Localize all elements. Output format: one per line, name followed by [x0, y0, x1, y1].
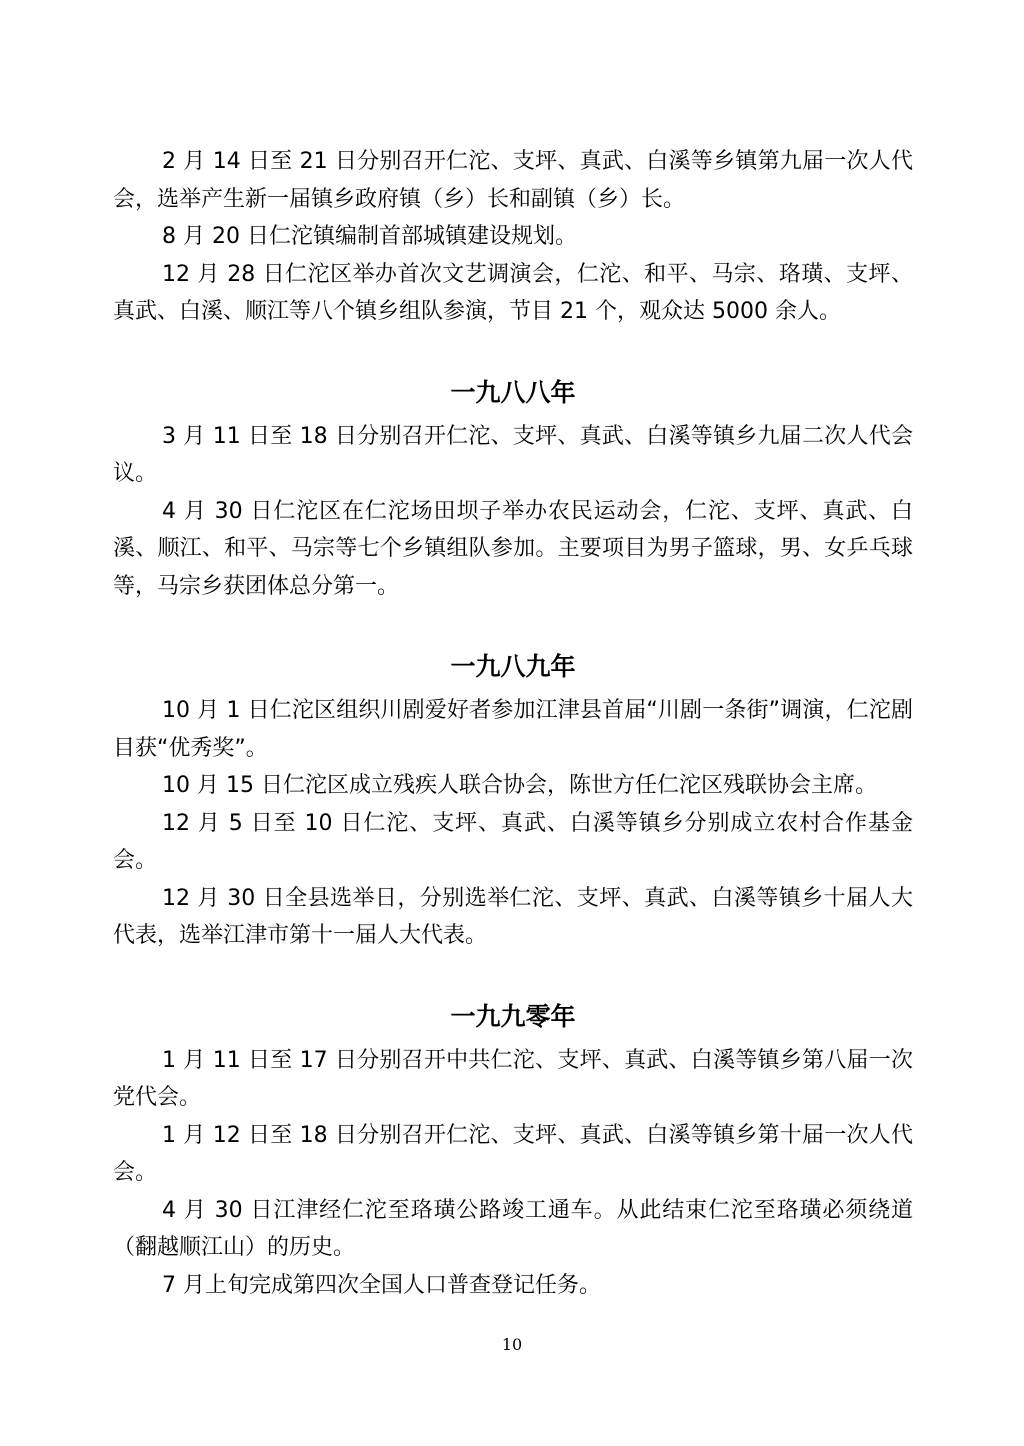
- chronicle-entry: 2 月 14 日至 21 日分别召开仁沱、支坪、真武、白溪等乡镇第九届一次人代会，选举产生新一届镇乡政府镇（乡）长和副镇（乡）长。: [113, 149, 913, 212]
- year-heading-1988: 一九八八年: [450, 377, 576, 407]
- page-number: 10: [501, 1335, 523, 1354]
- chronicle-entry: 4 月 30 日仁沱区在仁沱场田坝子举办农民运动会，仁沱、支坪、真武、白溪、顺江、和平、马宗等七个乡镇组队参加。主要项目为男子篮球，男、女乒乓球等，马宗乡获团体总分第一。: [113, 498, 913, 599]
- chronicle-entry: 4 月 30 日江津经仁沱至珞璜公路竣工通车。从此结束仁沱至珞璜必须绕道（翻越顺江山）的历史。: [113, 1197, 913, 1260]
- chronicle-entry: 8 月 20 日仁沱镇编制首部城镇建设规划。: [162, 224, 577, 249]
- chronicle-entry: 1 月 12 日至 18 日分别召开仁沱、支坪、真武、白溪等镇乡第十届一次人代会。: [113, 1122, 913, 1185]
- chronicle-entry: 1 月 11 日至 17 日分别召开中共仁沱、支坪、真武、白溪等镇乡第八届一次党代会。: [113, 1047, 913, 1110]
- year-heading-1989: 一九八九年: [450, 652, 576, 681]
- chronicle-entry: 7 月上旬完成第四次全国人口普查登记任务。: [162, 1272, 601, 1298]
- chronicle-entry: 10 月 1 日仁沱区组织川剧爱好者参加江津县首届“川剧一条街”调演，仁沱剧目获“优秀奖”。: [113, 698, 913, 761]
- chronicle-entry: 12 月 5 日至 10 日仁沱、支坪、真武、白溪等镇乡分别成立农村合作基金会。: [113, 810, 913, 873]
- chronicle-entry: 3 月 11 日至 18 日分别召开仁沱、支坪、真武、白溪等镇乡九届二次人代会议。: [113, 423, 913, 486]
- chronicle-entry: 12 月 28 日仁沱区举办首次文艺调演会，仁沱、和平、马宗、珞璜、支坪、真武、白溪、顺江等八个镇乡组队参演，节目 21 个，观众达 5000 余人。: [113, 261, 913, 324]
- document-body: [113, 143, 913, 1304]
- chronicle-entry: 10 月 15 日仁沱区成立残疾人联合协会，陈世方任仁沱区残联协会主席。: [162, 773, 877, 798]
- chronicle-entry: 12 月 30 日全县选举日，分别选举仁沱、支坪、真武、白溪等镇乡十届人大代表，选举江津市第十一届人大代表。: [113, 885, 913, 948]
- year-heading-1990: 一九九零年: [450, 1001, 576, 1031]
